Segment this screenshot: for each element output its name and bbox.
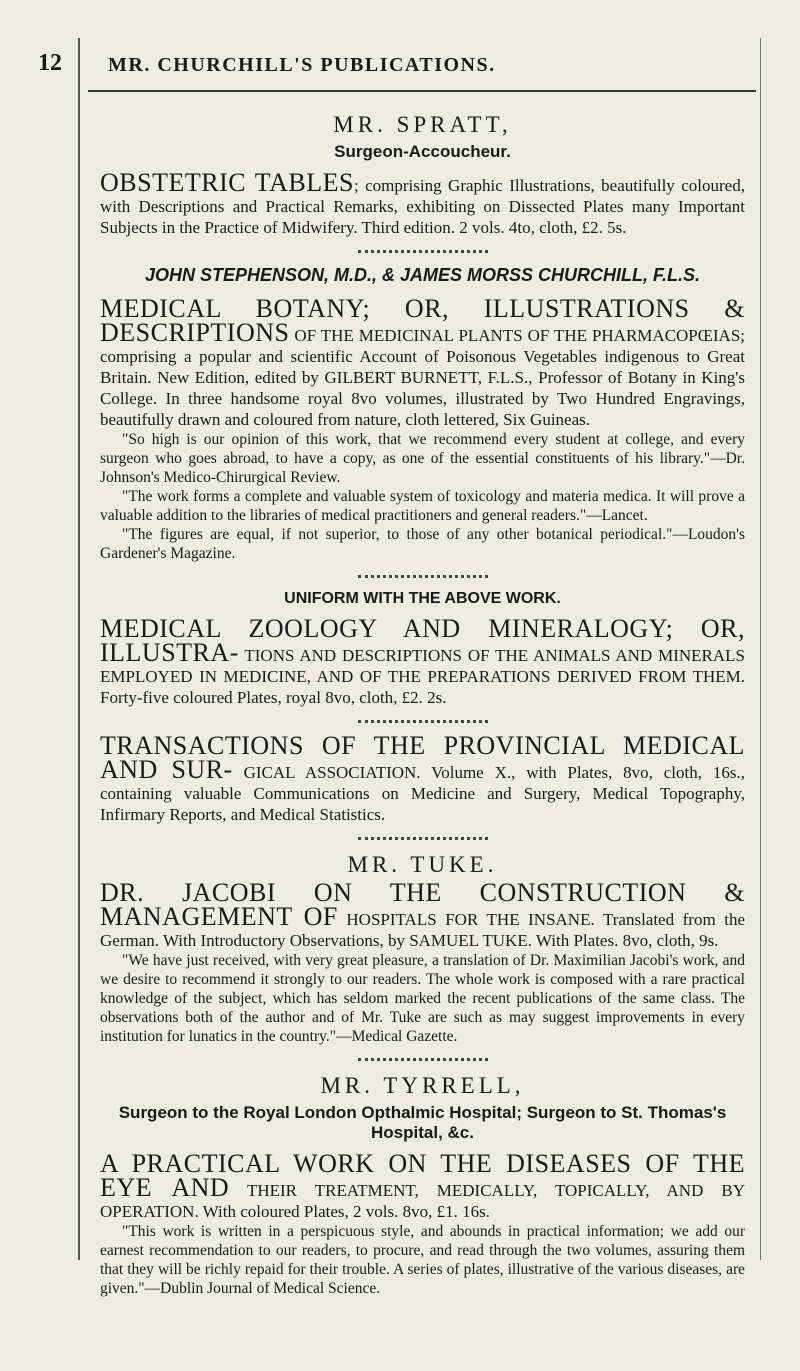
entry-text: [100, 731, 745, 825]
entry-title: DR. JACOBI ON THE CONSTRUCTION & MANAGEMENT OF: [100, 878, 745, 931]
header-rule: [88, 90, 756, 92]
running-header: [38, 50, 748, 86]
page-content: [100, 112, 745, 1298]
entry-tyrrell: [100, 1073, 745, 1298]
entry-jacobi: [100, 852, 745, 1046]
dotted-divider: [358, 837, 488, 840]
entry-text: [100, 168, 745, 238]
review-quote: "This work is written in a perspicuous style, and abounds in practical information; we add our earnest recommendation to our readers, to procure, and read through the two volumes, assuring them that they will be richly repaid for their trouble. A series of plates, illustrative of the various diseases, are given."—Dublin Journal of Medical Science.: [100, 1223, 745, 1297]
entry-text: [100, 614, 745, 708]
entry-body: GICAL ASSOCIATION. Volume X., with Plates, 8vo, cloth, 16s., containing valuable Communications on Medicine and Surgery, Medical Topography, Infirmary Reports, and Medical Statistics.: [100, 763, 745, 824]
author-heading: MR. SPRATT,: [333, 112, 512, 137]
section-heading: UNIFORM WITH THE ABOVE WORK.: [284, 590, 561, 607]
dotted-divider: [358, 720, 488, 723]
entry-spratt: [100, 112, 745, 238]
entry-title: TRANSACTIONS OF THE PROVINCIAL MEDICAL AND SUR-: [100, 731, 745, 784]
review-quote: "The work forms a complete and valuable system of toxicology and materia medica. It will prove a valuable addition to the libraries of medical practitioners and general readers."—Lancet.: [100, 488, 745, 524]
entry-text: [100, 294, 745, 430]
entry-text: [100, 878, 746, 951]
entry-body: HOSPITALS FOR THE INSANE. Translated from the German. With Introductory Observations, by SAMUEL TUKE. With Plates. 8vo, cloth, 9s.: [100, 910, 746, 950]
entry-title: MEDICAL BOTANY; OR, ILLUSTRATIONS & DESCRIPTIONS: [100, 294, 745, 347]
author-heading: MR. TYRRELL,: [320, 1073, 525, 1098]
entry-medical-botany: [100, 265, 745, 563]
entry-transactions: [100, 731, 745, 825]
review-quote: "We have just received, with very great pleasure, a translation of Dr. Maximilian Jacobi's work, and we desire to recommend it strongly to our readers. The whole work is composed with a rare practical knowledge of the subject, which has seldom marked the recent publications of the same class. The observations both of the author and of Mr. Tuke are such as may suggest improvements in every institution for lunatics in the country."—Medical Gazette.: [100, 952, 745, 1045]
page-number: 12: [38, 50, 62, 76]
author-heading: JOHN STEPHENSON, M.D., & JAMES MORSS CHURCHILL, F.L.S.: [144, 265, 701, 285]
entry-body: TIONS AND DESCRIPTIONS OF THE ANIMALS AND MINERALS EMPLOYED IN MEDICINE, AND OF THE PREPARATIONS DERIVED FROM THEM. Forty-five coloured Plates, royal 8vo, cloth, £2. 2s.: [100, 646, 745, 707]
dotted-divider: [358, 250, 488, 253]
review-quote: "The figures are equal, if not superior, to those of any other botanical periodical."—Loudon's Gardener's Magazine.: [100, 526, 745, 562]
entry-title: OBSTETRIC TABLES: [100, 168, 354, 197]
entry-title: A PRACTICAL WORK ON THE DISEASES OF THE EYE AND: [100, 1149, 745, 1202]
dotted-divider: [358, 575, 488, 578]
dotted-divider: [358, 1058, 488, 1061]
author-subtitle: Surgeon to the Royal London Opthalmic Hospital; Surgeon to St. Thomas's Hospital, &c.: [118, 1103, 727, 1142]
entry-title: MEDICAL ZOOLOGY AND MINERALOGY; OR, ILLUSTRA-: [100, 614, 745, 667]
author-heading: MR. TUKE.: [347, 852, 498, 877]
entry-body: OF THE MEDICINAL PLANTS OF THE PHARMACOPŒIAS; comprising a popular and scientific Account of Poisonous Vegetables indigenous to Great Britain. New Edition, edited by GILBERT BURNETT, F.L.S., Professor of Botany in King's College. In three handsome royal 8vo volumes, illustrated by Two Hundred Engravings, beautifully drawn and coloured from nature, cloth lettered, Six Guineas.: [100, 326, 745, 429]
author-subtitle: Surgeon-Accoucheur.: [334, 142, 511, 161]
running-title: MR. CHURCHILL'S PUBLICATIONS.: [108, 54, 496, 76]
entry-medical-zoology: [100, 590, 745, 708]
entry-body: THEIR TREATMENT, MEDICALLY, TOPICALLY, AND BY OPERATION. With coloured Plates, 2 vols. 8vo, £1. 16s.: [100, 1181, 746, 1221]
review-quote: "So high is our opinion of this work, that we recommend every student at college, and every surgeon who goes abroad, to have a copy, as one of the essential constituents of his library."—Dr. Johnson's Medico-Chirurgical Review.: [100, 431, 745, 486]
entry-text: [100, 1149, 746, 1222]
entry-body: ; comprising Graphic Illustrations, beautifully coloured, with Descriptions and Practical Remarks, exhibiting on Dissected Plates many Important Subjects in the Practice of Midwifery. Third edition. 2 vols. 4to, cloth, £2. 5s.: [100, 176, 745, 237]
